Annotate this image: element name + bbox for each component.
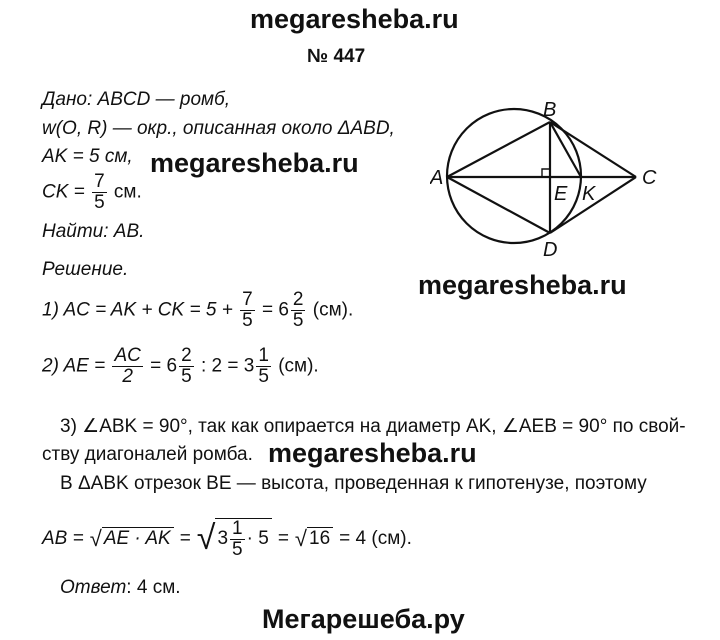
ck-num: 7	[94, 171, 105, 192]
label-a: A	[430, 167, 444, 189]
step-2-frac-3	[256, 346, 271, 387]
formula-eq-2: =	[277, 527, 289, 549]
side-bc	[550, 122, 636, 177]
watermark-top: megaresheba.ru	[250, 4, 459, 34]
step-2-mid2: : 2 = 3	[200, 355, 255, 377]
label-b: B	[543, 99, 557, 121]
watermark-middle-3: megaresheba.ru	[268, 438, 477, 468]
step-3-line-2: ству диагоналей ромба.	[42, 444, 253, 465]
watermark-middle-1: megaresheba.ru	[150, 148, 359, 178]
step-3-line-3: В ΔABK отрезок BE — высота, проведенная к гипотенузе, поэтому	[60, 473, 647, 494]
step-1-frac-2	[291, 290, 306, 331]
given-label: Дано	[42, 89, 87, 110]
given-line-2: w(O, R) — окр., описанная около ΔABD,	[42, 118, 395, 139]
step-2	[42, 346, 319, 387]
frac-den: 5	[258, 365, 269, 387]
find-line: Найти: AB.	[42, 221, 145, 242]
ck-unit: см.	[113, 181, 142, 203]
answer-line	[60, 577, 181, 599]
label-e: E	[554, 183, 568, 205]
ck-label: CK =	[42, 181, 85, 203]
side-ad	[447, 177, 550, 233]
ck-den: 5	[94, 191, 105, 213]
step-2-mid: = 6	[150, 355, 178, 377]
frac-num: 7	[242, 289, 253, 310]
step-2-frac-2	[179, 346, 194, 387]
step-1-tail: (см).	[312, 299, 354, 321]
given-abcd: : ABCD — ромб,	[86, 89, 230, 110]
formula-tail: = 4 (см).	[339, 527, 412, 549]
solution-heading: Решение.	[42, 259, 129, 280]
sqrt-sign-3: √	[294, 525, 307, 551]
given-line-1	[42, 89, 230, 111]
side-ab	[447, 122, 550, 177]
answer-label: Ответ	[60, 577, 127, 598]
step-2-lead: 2) AE =	[42, 355, 106, 377]
rhombus-circle-figure	[430, 98, 690, 268]
sqrt-arg-1: AE · AK	[102, 527, 174, 550]
step-1-lead: 1) AC = AK + CK = 5 +	[42, 299, 233, 321]
frac-den: 5	[181, 365, 192, 387]
frac-num: 1	[232, 518, 243, 539]
sqrt2-pre: 3	[217, 528, 229, 550]
formula-eq-1: =	[179, 527, 191, 549]
sqrt2-frac	[230, 519, 245, 560]
frac-den: 2	[122, 365, 133, 387]
sqrt-sign-1: √	[89, 525, 102, 551]
problem-number: № 447	[307, 46, 366, 67]
watermark-bottom: Мегарешеба.ру	[262, 604, 465, 634]
label-k: K	[582, 183, 596, 205]
step-1	[42, 290, 353, 331]
frac-den: 5	[232, 538, 243, 560]
watermark-middle-2: megaresheba.ru	[418, 270, 627, 300]
step-2-frac-1	[112, 346, 142, 387]
frac-num: AC	[114, 345, 141, 366]
label-c: C	[642, 167, 657, 189]
sqrt-sign-2: √	[196, 519, 216, 558]
answer-value: : 4 см.	[126, 577, 181, 598]
sqrt2-post: · 5	[246, 528, 269, 550]
formula	[42, 518, 412, 560]
ck-fraction	[92, 172, 107, 213]
frac-num: 2	[181, 345, 192, 366]
frac-num: 2	[292, 289, 304, 310]
frac-den: 5	[242, 309, 253, 331]
frac-num: 1	[258, 345, 269, 366]
given-line-3: AK = 5 см,	[42, 146, 133, 167]
sqrt-arg-3: 16	[307, 527, 333, 550]
step-3-line-1: 3) ∠ABK = 90°, так как опирается на диаметр AK, ∠AEB = 90° по свой-	[60, 416, 686, 437]
step-2-tail: (см).	[278, 355, 319, 377]
formula-lead: AB =	[42, 527, 84, 549]
given-line-4	[42, 172, 142, 213]
frac-den: 5	[292, 309, 304, 331]
sqrt-arg-2	[215, 518, 271, 560]
right-angle-mark	[542, 169, 550, 177]
step-1-mid: = 6	[261, 299, 289, 321]
label-d: D	[543, 239, 558, 261]
step-1-frac-1	[240, 290, 255, 331]
